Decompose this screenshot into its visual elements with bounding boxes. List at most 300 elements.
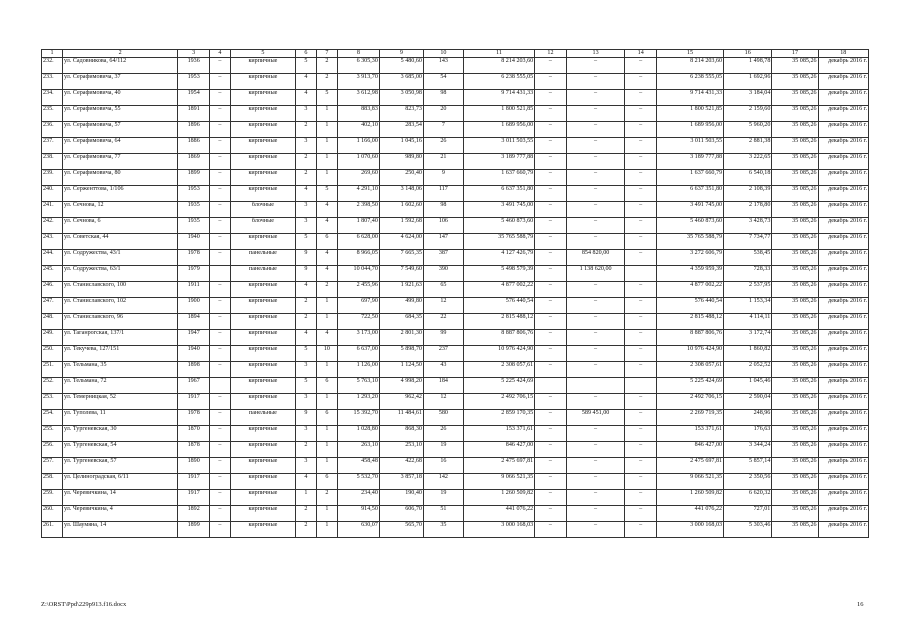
- table-cell: 1 689 956,00: [656, 122, 723, 138]
- table-cell: кирпичные: [230, 346, 295, 362]
- table-cell: ул. Станиславского, 100: [62, 282, 177, 298]
- table-cell: кирпичные: [230, 474, 295, 490]
- table-cell: 722,50: [337, 314, 379, 330]
- table-cell: 1 260 509,82: [656, 490, 723, 506]
- table-cell: 4: [295, 282, 316, 298]
- table-cell: –: [566, 58, 625, 74]
- table-cell: 3 428,73: [724, 218, 772, 234]
- table-cell: 35 085,26: [772, 330, 818, 346]
- table-cell: 269,60: [337, 170, 379, 186]
- table-cell: кирпичные: [230, 330, 295, 346]
- table-cell: 1 860,82: [724, 346, 772, 362]
- table-cell: 4: [295, 186, 316, 202]
- table-cell: 43: [423, 362, 463, 378]
- table-cell: 5 498 579,39: [463, 266, 534, 282]
- table-cell: 606,70: [379, 506, 423, 522]
- table-cell: декабрь 2016 г.: [818, 330, 868, 346]
- table-cell: –: [566, 122, 625, 138]
- table-cell: 241.: [42, 202, 63, 218]
- table-cell: 263,10: [337, 442, 379, 458]
- table-cell: 176,63: [724, 426, 772, 442]
- table-cell: –: [625, 154, 656, 170]
- table-cell: 441 076,22: [463, 506, 534, 522]
- table-cell: 2 590,04: [724, 394, 772, 410]
- table-cell: 2 475 697,81: [656, 458, 723, 474]
- table-cell: 4: [295, 330, 316, 346]
- table-cell: ул. Станиславского, 96: [62, 314, 177, 330]
- table-cell: 1886: [178, 138, 209, 154]
- table-cell: 499,80: [379, 298, 423, 314]
- table-cell: –: [535, 154, 566, 170]
- table-cell: 2: [316, 490, 337, 506]
- table-cell: 2: [295, 122, 316, 138]
- table-cell: 3 913,70: [337, 74, 379, 90]
- table-cell: 5 857,14: [724, 458, 772, 474]
- table-cell: 35 085,26: [772, 378, 818, 394]
- table-cell: –: [209, 282, 230, 298]
- table-cell: –: [566, 362, 625, 378]
- table-cell: кирпичные: [230, 298, 295, 314]
- table-row: [42, 186, 869, 202]
- table-cell: 4 291,10: [337, 186, 379, 202]
- column-number: 10: [423, 50, 463, 58]
- table-cell: 4 359 959,39: [656, 266, 723, 282]
- table-cell: 1899: [178, 522, 209, 538]
- table-cell: –: [209, 330, 230, 346]
- table-cell: 19: [423, 490, 463, 506]
- table-cell: 4 877 002,22: [656, 282, 723, 298]
- table-cell: кирпичные: [230, 138, 295, 154]
- table-cell: –: [566, 106, 625, 122]
- table-cell: 35 085,26: [772, 202, 818, 218]
- table-cell: кирпичные: [230, 314, 295, 330]
- table-cell: 1935: [178, 202, 209, 218]
- table-cell: –: [566, 138, 625, 154]
- table-cell: 1890: [178, 458, 209, 474]
- table-cell: –: [535, 330, 566, 346]
- column-number: 12: [535, 50, 566, 58]
- table-cell: 237: [423, 346, 463, 362]
- table-cell: 5 225 424,69: [656, 378, 723, 394]
- table-cell: кирпичные: [230, 378, 295, 394]
- table-cell: –: [535, 426, 566, 442]
- table-cell: –: [625, 522, 656, 538]
- table-cell: 7 549,60: [379, 266, 423, 282]
- table-cell: –: [535, 74, 566, 90]
- table-cell: –: [566, 170, 625, 186]
- table-cell: 35 765 588,79: [463, 234, 534, 250]
- table-cell: 5 460 873,60: [463, 218, 534, 234]
- table-cell: 390: [423, 266, 463, 282]
- table-cell: 1892: [178, 506, 209, 522]
- table-cell: 238.: [42, 154, 63, 170]
- table-cell: ул. Серженттова, 1/106: [62, 186, 177, 202]
- table-cell: 1894: [178, 314, 209, 330]
- table-cell: 20: [423, 106, 463, 122]
- table-cell: 4 114,11: [724, 314, 772, 330]
- table-cell: 1978: [178, 410, 209, 426]
- table-cell: ул. Целиноградская, 6/11: [62, 474, 177, 490]
- table-cell: 35 085,26: [772, 394, 818, 410]
- table-cell: ул. Станиславского, 102: [62, 298, 177, 314]
- table-cell: 65: [423, 282, 463, 298]
- table-cell: 422,68: [379, 458, 423, 474]
- table-cell: 4: [316, 266, 337, 282]
- table-cell: 2: [295, 442, 316, 458]
- table-cell: 565,70: [379, 522, 423, 538]
- table-cell: 4 624,00: [379, 234, 423, 250]
- table-cell: –: [209, 154, 230, 170]
- table-cell: 248.: [42, 314, 63, 330]
- table-cell: ул. Серафимовича, 40: [62, 90, 177, 106]
- column-number: 5: [230, 50, 295, 58]
- table-cell: декабрь 2016 г.: [818, 362, 868, 378]
- table-cell: 3 184,04: [724, 90, 772, 106]
- table-cell: ул. Темерницкая, 52: [62, 394, 177, 410]
- table-cell: декабрь 2016 г.: [818, 250, 868, 266]
- table-cell: 1 070,60: [337, 154, 379, 170]
- table-cell: 7 665,35: [379, 250, 423, 266]
- table-cell: 3: [295, 426, 316, 442]
- table-cell: –: [566, 474, 625, 490]
- table-cell: ул. Текучева, 127/151: [62, 346, 177, 362]
- table-cell: 234.: [42, 90, 63, 106]
- table-cell: 35 085,26: [772, 74, 818, 90]
- table-cell: 6: [316, 410, 337, 426]
- table-cell: –: [535, 362, 566, 378]
- table-cell: ул. Серафимовича, 80: [62, 170, 177, 186]
- table-cell: –: [209, 458, 230, 474]
- table-cell: –: [209, 410, 230, 426]
- table-cell: 1 602,60: [379, 202, 423, 218]
- table-cell: 1891: [178, 106, 209, 122]
- table-cell: 255.: [42, 426, 63, 442]
- table-cell: панельные: [230, 410, 295, 426]
- table-cell: 35 085,26: [772, 346, 818, 362]
- table-row: [42, 522, 869, 538]
- table-cell: –: [535, 250, 566, 266]
- table-cell: 1: [316, 506, 337, 522]
- table-cell: кирпичные: [230, 522, 295, 538]
- table-cell: 2 859 170,35: [463, 410, 534, 426]
- table-cell: 9: [295, 250, 316, 266]
- table-cell: 1: [316, 298, 337, 314]
- table-cell: ул. Содружества, 43/1: [62, 250, 177, 266]
- table-cell: 240.: [42, 186, 63, 202]
- table-cell: –: [209, 314, 230, 330]
- table-cell: 35 085,26: [772, 314, 818, 330]
- table-cell: кирпичные: [230, 282, 295, 298]
- table-row: [42, 234, 869, 250]
- table-cell: 2 269 719,35: [656, 410, 723, 426]
- table-cell: [535, 378, 566, 394]
- table-cell: –: [535, 186, 566, 202]
- table-cell: –: [625, 490, 656, 506]
- table-cell: декабрь 2016 г.: [818, 138, 868, 154]
- table-cell: –: [209, 58, 230, 74]
- table-cell: –: [209, 442, 230, 458]
- table-cell: 21: [423, 154, 463, 170]
- table-cell: –: [566, 458, 625, 474]
- table-cell: 1: [316, 154, 337, 170]
- table-cell: 6: [316, 474, 337, 490]
- table-cell: кирпичные: [230, 122, 295, 138]
- table-cell: 1 592,68: [379, 218, 423, 234]
- table-cell: 3 612,98: [337, 90, 379, 106]
- table-cell: 6 637,00: [337, 346, 379, 362]
- table-row: [42, 442, 869, 458]
- table-cell: 35 085,26: [772, 58, 818, 74]
- table-cell: 35 085,26: [772, 506, 818, 522]
- table-cell: 261.: [42, 522, 63, 538]
- table-cell: –: [625, 282, 656, 298]
- table-cell: 4 998,20: [379, 378, 423, 394]
- table-cell: 3 000 168,03: [656, 522, 723, 538]
- table-cell: декабрь 2016 г.: [818, 442, 868, 458]
- table-cell: 35 085,26: [772, 90, 818, 106]
- column-number: 3: [178, 50, 209, 58]
- table-cell: 35 085,26: [772, 362, 818, 378]
- table-cell: 823,73: [379, 106, 423, 122]
- table-cell: 1978: [178, 250, 209, 266]
- table-cell: 234,40: [337, 490, 379, 506]
- table-cell: 8 214 203,60: [463, 58, 534, 74]
- table-cell: 2: [295, 506, 316, 522]
- table-cell: 1: [316, 106, 337, 122]
- table-cell: 35 085,26: [772, 106, 818, 122]
- table-cell: –: [625, 74, 656, 90]
- table-row: [42, 218, 869, 234]
- table-cell: 3 344,24: [724, 442, 772, 458]
- table-cell: 2 108,39: [724, 186, 772, 202]
- table-cell: 9: [295, 266, 316, 282]
- table-row: [42, 106, 869, 122]
- column-number-row: [42, 50, 869, 58]
- table-cell: –: [625, 186, 656, 202]
- table-cell: 728,33: [724, 266, 772, 282]
- table-cell: 1878: [178, 442, 209, 458]
- table-row: [42, 490, 869, 506]
- table-cell: 1 689 956,00: [463, 122, 534, 138]
- document-path: Z:\ORST\Ppd\229p913.f16.docx: [41, 601, 127, 608]
- table-cell: 1 807,40: [337, 218, 379, 234]
- table-cell: блочные: [230, 202, 295, 218]
- table-cell: 3 685,00: [379, 74, 423, 90]
- table-cell: 2 801,30: [379, 330, 423, 346]
- table-cell: 252.: [42, 378, 63, 394]
- table-cell: 6 628,00: [337, 234, 379, 250]
- table-cell: 7: [423, 122, 463, 138]
- table-cell: 630,07: [337, 522, 379, 538]
- table-cell: 35 085,26: [772, 522, 818, 538]
- table-cell: –: [535, 234, 566, 250]
- table-cell: 254.: [42, 410, 63, 426]
- table-cell: 1899: [178, 170, 209, 186]
- table-cell: 1 126,00: [337, 362, 379, 378]
- table-cell: 4: [295, 474, 316, 490]
- table-cell: 244.: [42, 250, 63, 266]
- table-cell: 5 480,60: [379, 58, 423, 74]
- table-row: [42, 362, 869, 378]
- column-number: 11: [463, 50, 534, 58]
- table-cell: –: [535, 202, 566, 218]
- table-cell: 35 085,26: [772, 218, 818, 234]
- table-cell: 51: [423, 506, 463, 522]
- table-cell: декабрь 2016 г.: [818, 186, 868, 202]
- table-cell: 1 498,78: [724, 58, 772, 74]
- table-cell: 243.: [42, 234, 63, 250]
- table-row: [42, 458, 869, 474]
- table-cell: 1940: [178, 234, 209, 250]
- table-cell: 11 484,61: [379, 410, 423, 426]
- column-number: 2: [62, 50, 177, 58]
- table-cell: 2 178,80: [724, 202, 772, 218]
- table-cell: 35 085,26: [772, 474, 818, 490]
- table-cell: 2 308 057,61: [656, 362, 723, 378]
- table-cell: 257.: [42, 458, 63, 474]
- table-cell: 3 173,00: [337, 330, 379, 346]
- table-cell: 1 153,34: [724, 298, 772, 314]
- table-row: [42, 202, 869, 218]
- table-cell: 989,80: [379, 154, 423, 170]
- table-cell: –: [209, 122, 230, 138]
- table-row: [42, 282, 869, 298]
- table-cell: 35 085,26: [772, 266, 818, 282]
- table-cell: кирпичные: [230, 490, 295, 506]
- table-cell: декабрь 2016 г.: [818, 74, 868, 90]
- table-cell: 1 260 509,82: [463, 490, 534, 506]
- table-cell: –: [566, 426, 625, 442]
- table-cell: 3 000 168,03: [463, 522, 534, 538]
- table-cell: 259.: [42, 490, 63, 506]
- table-cell: 12: [423, 298, 463, 314]
- table-cell: кирпичные: [230, 74, 295, 90]
- table-cell: –: [625, 458, 656, 474]
- table-cell: –: [566, 442, 625, 458]
- table-cell: 1898: [178, 362, 209, 378]
- table-cell: –: [535, 170, 566, 186]
- table-cell: ул. Серафимовича, 55: [62, 106, 177, 122]
- table-cell: 239.: [42, 170, 63, 186]
- table-cell: 250,40: [379, 170, 423, 186]
- table-cell: 6: [316, 378, 337, 394]
- table-cell: 35 085,26: [772, 250, 818, 266]
- table-cell: 260.: [42, 506, 63, 522]
- table-cell: 1 045,46: [724, 378, 772, 394]
- table-cell: 1896: [178, 122, 209, 138]
- table-cell: –: [566, 74, 625, 90]
- table-cell: –: [625, 426, 656, 442]
- table-cell: 1: [316, 170, 337, 186]
- table-cell: 1917: [178, 490, 209, 506]
- table-cell: 914,50: [337, 506, 379, 522]
- table-cell: –: [535, 218, 566, 234]
- table-cell: 2: [295, 314, 316, 330]
- table-cell: 1953: [178, 186, 209, 202]
- table-cell: –: [209, 170, 230, 186]
- table-cell: 5 960,20: [724, 122, 772, 138]
- table-cell: 2 492 706,15: [463, 394, 534, 410]
- table-cell: 441 076,22: [656, 506, 723, 522]
- table-cell: –: [535, 298, 566, 314]
- table-cell: 2 308 057,61: [463, 362, 534, 378]
- table-cell: 245.: [42, 266, 63, 282]
- table-cell: 6 540,18: [724, 170, 772, 186]
- table-cell: 242.: [42, 218, 63, 234]
- table-cell: 3 011 503,55: [656, 138, 723, 154]
- table-cell: 5 763,10: [337, 378, 379, 394]
- table-cell: –: [566, 346, 625, 362]
- table-cell: –: [209, 202, 230, 218]
- table-cell: –: [625, 314, 656, 330]
- table-cell: 10 044,70: [337, 266, 379, 282]
- table-cell: 1 637 660,79: [463, 170, 534, 186]
- table-row: [42, 410, 869, 426]
- table-cell: 5: [316, 186, 337, 202]
- table-cell: 5: [295, 58, 316, 74]
- table-cell: 1: [295, 490, 316, 506]
- table-cell: декабрь 2016 г.: [818, 410, 868, 426]
- table-cell: 1 028,80: [337, 426, 379, 442]
- table-cell: кирпичные: [230, 506, 295, 522]
- table-cell: 1: [316, 426, 337, 442]
- column-number: 18: [818, 50, 868, 58]
- table-cell: –: [535, 282, 566, 298]
- table-cell: 5 898,70: [379, 346, 423, 362]
- table-cell: 54: [423, 74, 463, 90]
- table-cell: –: [625, 106, 656, 122]
- table-cell: 2: [316, 74, 337, 90]
- table-cell: –: [566, 154, 625, 170]
- table-cell: 6 620,32: [724, 490, 772, 506]
- table-cell: кирпичные: [230, 58, 295, 74]
- table-cell: –: [209, 106, 230, 122]
- table-cell: –: [566, 330, 625, 346]
- table-cell: –: [625, 58, 656, 74]
- table-cell: 3 189 777,88: [463, 154, 534, 170]
- table-cell: декабрь 2016 г.: [818, 474, 868, 490]
- table-cell: 22: [423, 314, 463, 330]
- table-cell: ул. Тургеневская, 57: [62, 458, 177, 474]
- column-number: 14: [625, 50, 656, 58]
- table-cell: 7 734,77: [724, 234, 772, 250]
- table-cell: 1 921,63: [379, 282, 423, 298]
- table-cell: –: [209, 362, 230, 378]
- table-row: [42, 170, 869, 186]
- table-cell: –: [625, 202, 656, 218]
- table-cell: 3 491 745,00: [656, 202, 723, 218]
- table-cell: 35 085,26: [772, 234, 818, 250]
- table-cell: кирпичные: [230, 362, 295, 378]
- table-cell: 4: [295, 74, 316, 90]
- table-cell: ул. Серафимовича, 57: [62, 122, 177, 138]
- table-cell: 35 085,26: [772, 458, 818, 474]
- table-cell: ул. Туполева, 11: [62, 410, 177, 426]
- table-cell: [625, 378, 656, 394]
- table-cell: –: [625, 474, 656, 490]
- table-cell: –: [566, 234, 625, 250]
- table-cell: 6 637 351,80: [656, 186, 723, 202]
- table-cell: 4 877 002,22: [463, 282, 534, 298]
- table-cell: 35 085,26: [772, 154, 818, 170]
- table-cell: 251.: [42, 362, 63, 378]
- table-cell: –: [535, 58, 566, 74]
- table-cell: 9 066 521,35: [463, 474, 534, 490]
- table-cell: 3 011 503,55: [463, 138, 534, 154]
- table-cell: кирпичные: [230, 106, 295, 122]
- table-cell: 3 857,18: [379, 474, 423, 490]
- table-cell: –: [625, 234, 656, 250]
